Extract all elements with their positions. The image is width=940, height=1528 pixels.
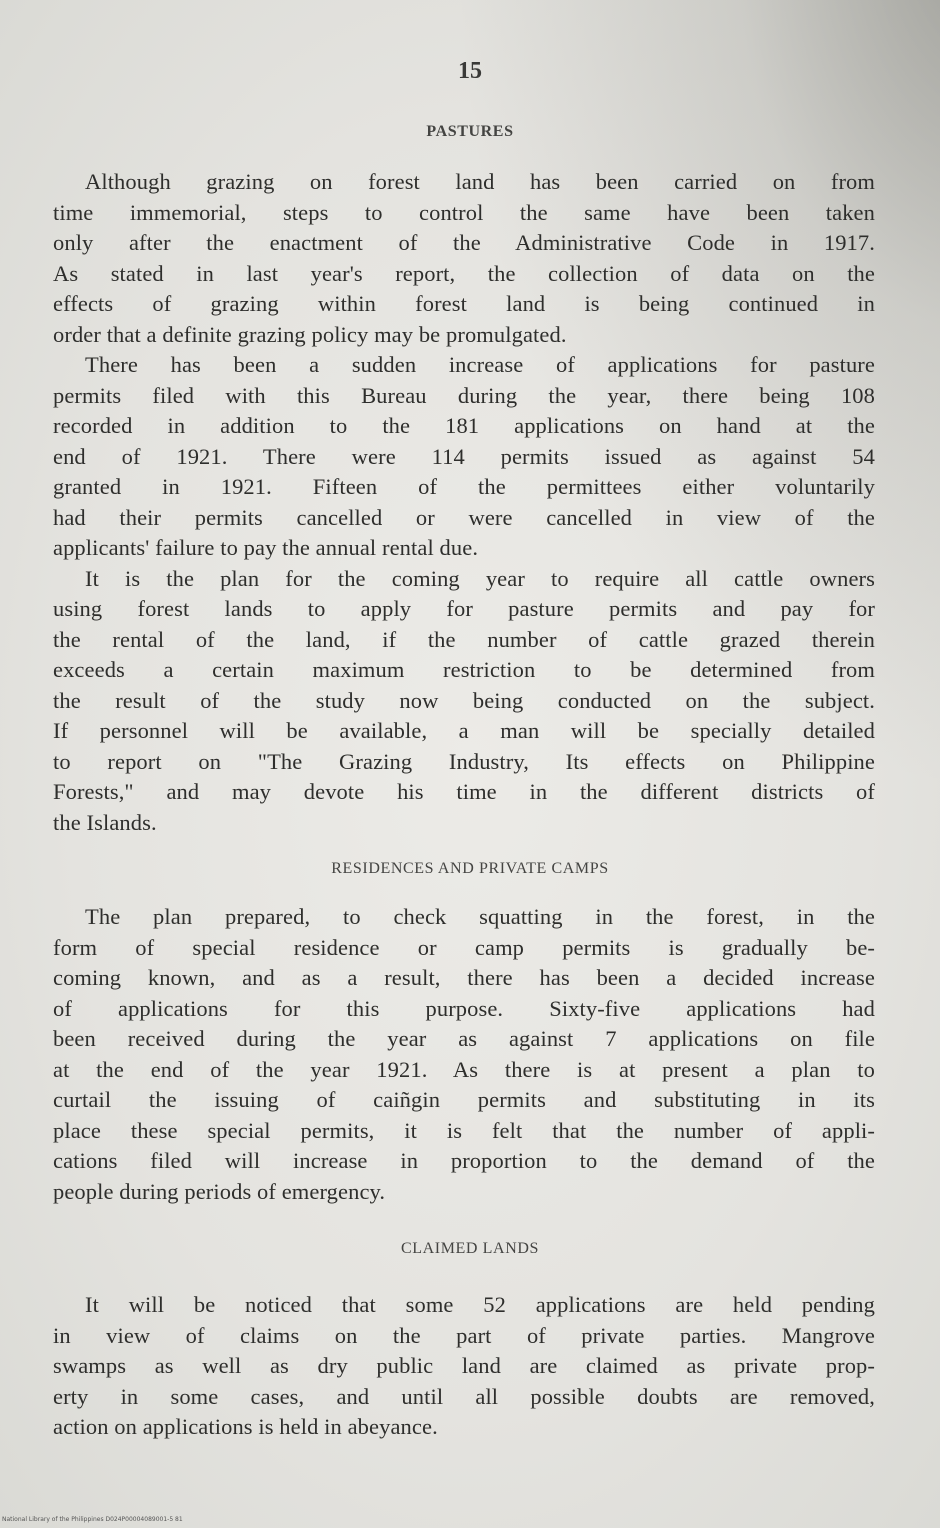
paragraph-line: at the end of the year 1921. As there is at present a plan to <box>53 1056 875 1082</box>
section-claimed-lands-body <box>53 1290 875 1443</box>
paragraph-line: effects of grazing within forest land is being continued in <box>53 291 875 316</box>
paragraph-line: It is the plan for the coming year to require all cattle owners <box>85 565 875 591</box>
section-residences-body <box>53 902 875 1207</box>
paragraph-line: the Islands. <box>53 809 157 835</box>
section-heading-pastures: PASTURES <box>426 123 514 140</box>
paragraph-line: time immemorial, steps to control the same have been taken <box>53 199 875 225</box>
section-heading-claimed-lands: CLAIMED LANDS <box>400 1240 540 1257</box>
paragraph-line: If personnel will be available, a man will be specially detailed <box>53 718 875 743</box>
paragraph-line: form of special residence or camp permits is gradually be- <box>53 934 875 960</box>
paragraph-line: of applications for this purpose. Sixty-five applications had <box>53 995 875 1021</box>
paragraph-line: end of 1921. There were 114 permits issued as against 54 <box>53 443 875 469</box>
page-number: 15 <box>458 58 482 84</box>
paragraph-line: had their permits cancelled or were cancelled in view of the <box>53 504 875 530</box>
paragraph-line: place these special permits, it is felt that the number of appli- <box>53 1117 875 1143</box>
paragraph-line: applicants' failure to pay the annual rental due. <box>53 535 479 560</box>
scan-footer-note: National Library of the Philippines D024P00004089001-5 81 <box>2 1516 183 1523</box>
paragraph-line: granted in 1921. Fifteen of the permittees either voluntarily <box>53 474 875 499</box>
paragraph-line: cations filed will increase in proportion to the demand of the <box>53 1148 875 1173</box>
paragraph-line: the result of the study now being conducted on the subject. <box>53 687 875 713</box>
paragraph-line: action on applications is held in abeyance. <box>53 1414 438 1439</box>
paragraph-line: only after the enactment of the Administrative Code in 1917. <box>53 230 875 255</box>
paragraph-line: As stated in last year's report, the collection of data on the <box>53 260 875 286</box>
paragraph-line: been received during the year as against 7 applications on file <box>53 1026 875 1051</box>
paragraph-line: Forests," and may devote his time in the different districts of <box>53 779 875 804</box>
paragraph-line: Although grazing on forest land has been carried on from <box>85 169 875 194</box>
paragraph-line: exceeds a certain maximum restriction to be determined from <box>53 657 875 682</box>
paragraph-line: curtail the issuing of caiñgin permits and substituting in its <box>53 1087 875 1112</box>
paragraph-line: There has been a sudden increase of applications for pasture <box>85 352 875 377</box>
paragraph-line: the rental of the land, if the number of cattle grazed therein <box>53 626 875 652</box>
paragraph-line: permits filed with this Bureau during the year, there being 108 <box>53 382 875 408</box>
paragraph-line: in view of claims on the part of private parties. Mangrove <box>53 1322 875 1348</box>
paragraph-line: swamps as well as dry public land are claimed as private prop- <box>53 1353 875 1378</box>
paragraph-line: The plan prepared, to check squatting in the forest, in the <box>85 904 875 929</box>
paragraph-line: people during periods of emergency. <box>53 1178 386 1204</box>
paragraph-line: to report on "The Grazing Industry, Its effects on Philippine <box>53 748 875 774</box>
paragraph-line: recorded in addition to the 181 applications on hand at the <box>53 413 875 438</box>
section-heading-residences: RESIDENCES AND PRIVATE CAMPS <box>331 860 609 877</box>
paragraph-line: order that a definite grazing policy may be promulgated. <box>53 321 567 347</box>
section-pastures-body <box>53 167 875 838</box>
paragraph-line: using forest lands to apply for pasture permits and pay for <box>53 596 875 621</box>
paragraph-line: erty in some cases, and until all possible doubts are removed, <box>53 1383 875 1409</box>
paragraph-line: It will be noticed that some 52 applications are held pending <box>85 1292 875 1317</box>
paragraph-line: coming known, and as a result, there has been a decided increase <box>53 965 875 990</box>
